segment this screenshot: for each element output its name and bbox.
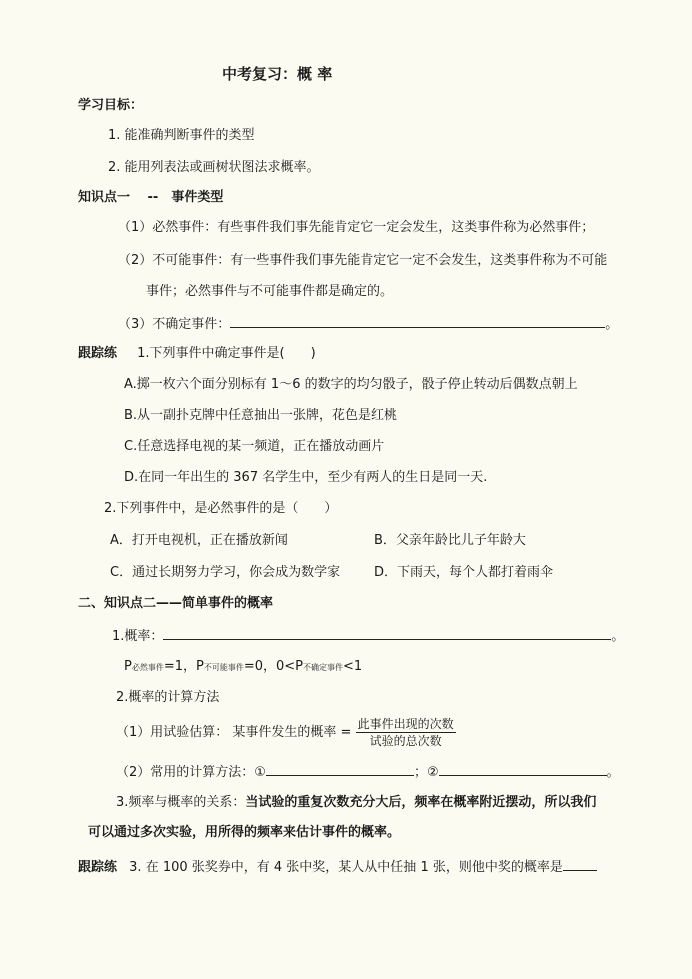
probability-definition-blank[interactable] [163,625,611,640]
kp2-heading: 二、知识点二——简单事件的概率 [78,596,274,611]
q2-option-d: D．下雨天，每个人都打着雨伞 [374,565,554,580]
kp1-item: （1）必然事件：有些事件我们事先能肯定它一定会发生，这类事件称为必然事件； [118,220,595,235]
estimate-label: （1）用试验估算： [116,725,229,740]
probability-fraction [356,716,456,749]
question-3: 3. 在 100 张奖券中，有 4 张中奖，某人从中任抽 1 张，则他中奖的概率是 [129,860,563,875]
question-2: 2.下列事件中，是必然事件的是（ ） [104,501,338,516]
range-text: =0，0<P [243,659,304,674]
question-1: 1.下列事件中确定事件是( ) [137,346,316,361]
q1-option-c: C.任意选择电视的某一频道，正在播放动画片 [124,439,385,454]
range-text: =1，P [163,659,204,674]
fraction-denominator: 试验的总次数 [369,734,442,748]
estimate-text: 某事件发生的概率 = [232,725,352,740]
q1-option-b: B.从一副扑克牌中任意抽出一张牌，花色是红桃 [124,408,398,423]
practice-label: 跟踪练 [78,346,118,361]
q2-option-b: B．父亲年龄比儿子年龄大 [374,533,526,548]
q2-option-c: C．通过长期努力学习，你会成为数学家 [110,565,341,580]
q2-option-a: A．打开电视机，正在播放新闻 [110,533,288,548]
common-method-line [116,761,620,783]
kp1-item: （2）不可能事件：有一些事件我们事先能肯定它一定不会发生，这类事件称为不可能 [118,253,608,268]
fraction-numerator: 此事件出现的次数 [357,717,454,731]
kp1-uncertain-end: 。 [605,317,619,332]
q1-option-a: A.掷一枚六个面分别标有 1～6 的数字的均匀骰子，骰子停止转动后偶数点朝上 [124,377,578,392]
estimate-line [116,716,456,749]
q3-answer-blank[interactable] [563,856,597,871]
common-method-label: （2）常用的计算方法：① [116,765,266,780]
objective-item: 1. 能准确判断事件的类型 [108,128,255,143]
kp1-heading: 知识点一 -- 事件类型 [78,190,224,205]
common-method-separator: ；② [413,765,439,780]
q1-option-d: D.在同一年出生的 367 名学生中，至少有两人的生日是同一天. [124,470,488,485]
method-1-blank[interactable] [266,761,414,776]
page-title: 中考复习：概 率 [222,65,333,83]
probability-definition-line [112,625,624,647]
probability-definition-label: 1.概率： [112,629,164,644]
uncertain-event-blank[interactable] [230,313,605,328]
practice2-q3-line [78,856,597,878]
range-sub-certain: 必然事件 [131,663,164,672]
relation-text: 当试验的重复次数充分大后，频率在概率附近摆动，所以我们 [245,795,597,810]
kp1-item-continued: 事件；必然事件与不可能事件都是确定的。 [146,284,394,299]
method-2-blank[interactable] [439,761,607,776]
probability-definition-end: 。 [611,629,625,644]
range-sub-impossible: 不可能事件 [203,663,244,672]
common-method-end: 。 [606,765,620,780]
probability-range [124,657,362,678]
relation-text-continued: 可以通过多次实验，用所得的频率来估计事件的概率。 [88,825,401,840]
kp1-uncertain-label: （3）不确定事件： [118,317,231,332]
relation-label: 3.频率与概率的关系： [116,795,246,810]
range-sub-uncertain: 不确定事件 [303,663,344,672]
relation-line [116,793,596,813]
objective-item: 2. 能用列表法或画树状图法求概率。 [108,160,320,175]
range-p: P [124,659,132,674]
objectives-heading: 学习目标： [78,98,144,113]
method-heading: 2.概率的计算方法 [116,690,220,705]
practice-label: 跟踪练 [78,860,118,875]
practice1-q1-line [78,344,316,364]
kp1-uncertain-line [118,313,618,335]
range-text: <1 [343,659,363,674]
